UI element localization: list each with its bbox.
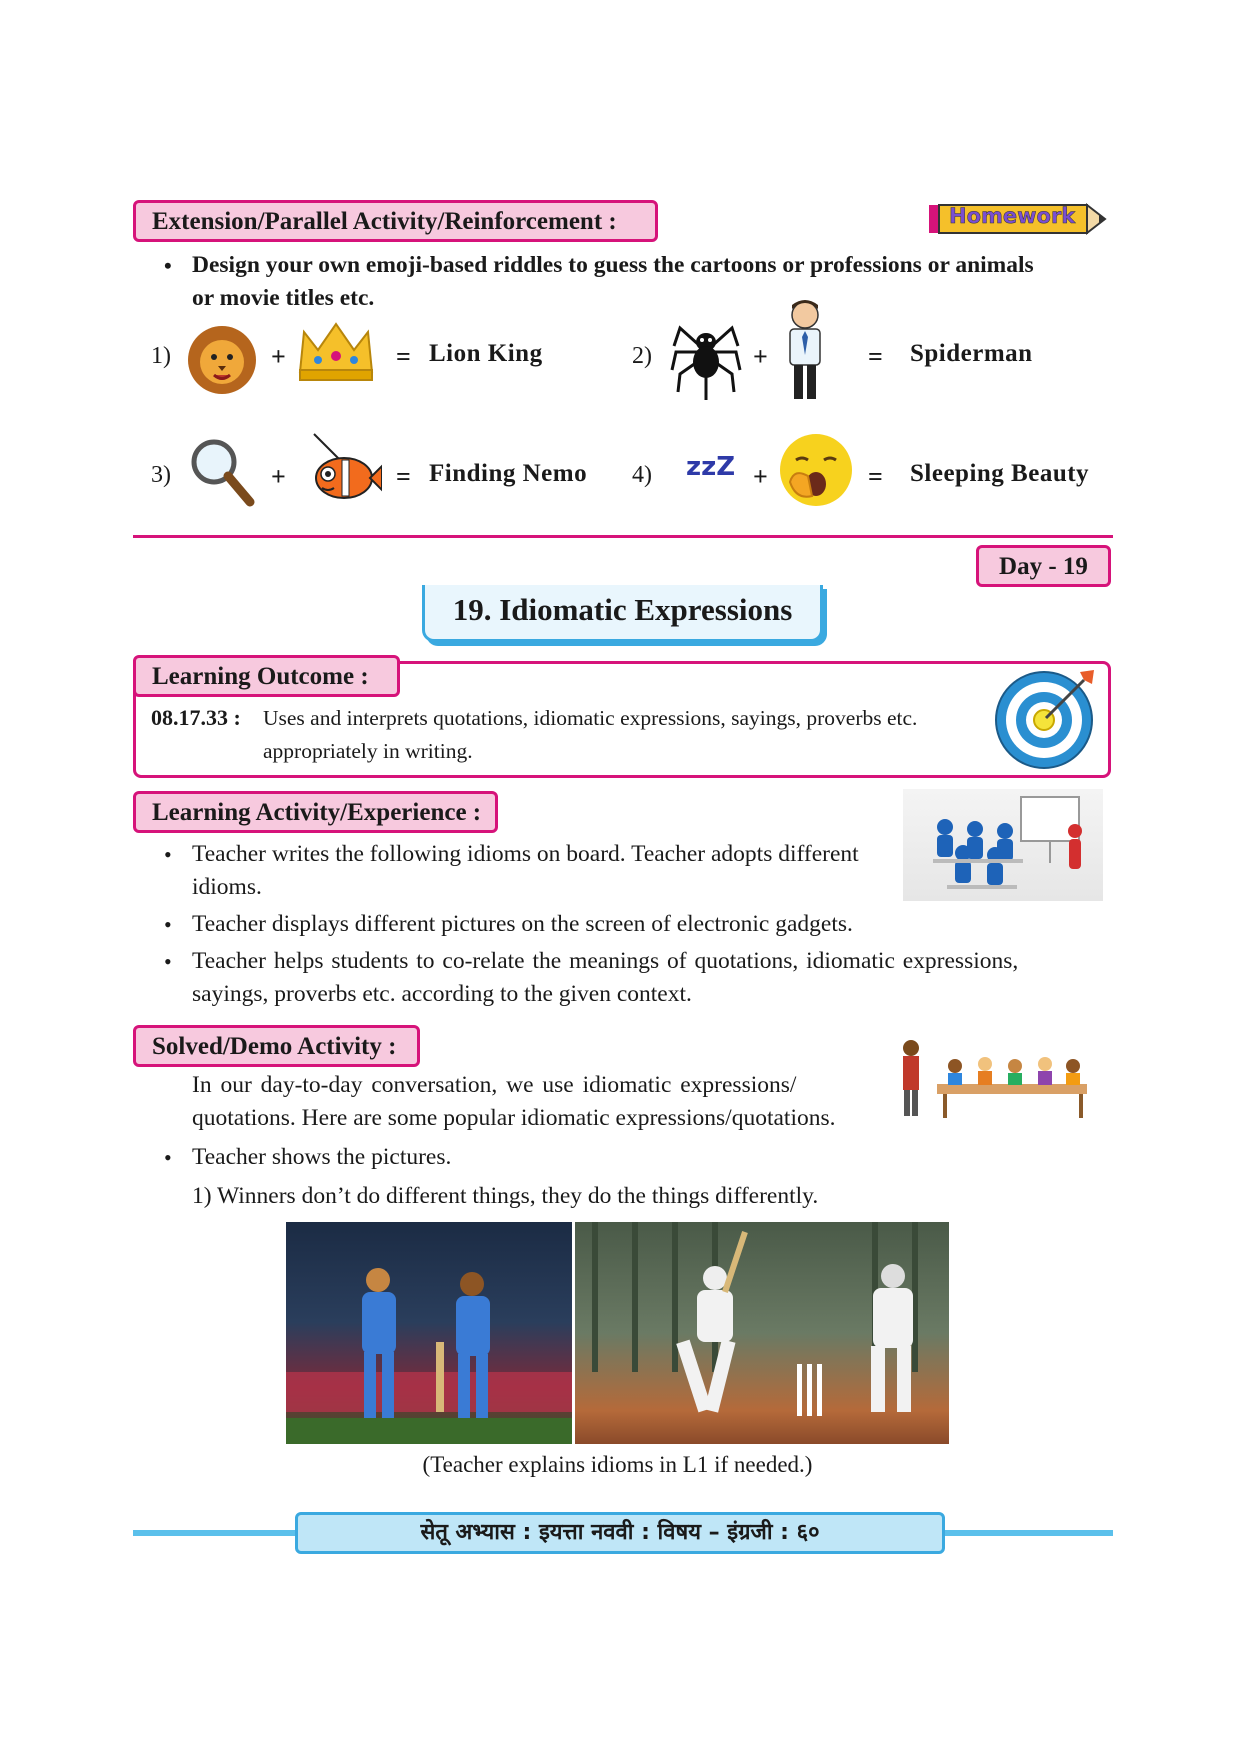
section-divider [133, 535, 1113, 538]
demo-paragraph-line1: In our day-to-day conversation, we use idiomatic expressions/ [192, 1072, 797, 1098]
riddle-2-answer: Spiderman [910, 340, 1033, 367]
outcome-text-line1: Uses and interprets quotations, idiomatic expressions, sayings, proverbs etc. [263, 706, 918, 730]
riddle-4-plus: + [753, 462, 768, 491]
riddle-4-equals: = [868, 462, 883, 491]
riddle-1-answer: Lion King [429, 340, 543, 367]
riddle-1-equals: = [396, 342, 411, 371]
classroom-cartoon-illustration [893, 1030, 1098, 1126]
demo-bullet: • Teacher shows the pictures. [164, 1144, 452, 1170]
day-badge [976, 545, 1111, 587]
lion-face-icon [186, 322, 258, 398]
magnifying-glass-icon [188, 436, 256, 508]
activity-bullet-1-cont: idioms. [192, 874, 262, 900]
outcome-text-line2: appropriately in writing. [263, 739, 473, 763]
classroom-3d-illustration [903, 789, 1103, 901]
riddle-1-plus: + [271, 342, 286, 371]
extension-heading [133, 200, 658, 242]
cricket-photo-left [286, 1222, 572, 1444]
riddle-3-answer: Finding Nemo [429, 460, 588, 487]
extension-heading-text: Extension/Parallel Activity/Reinforcement : [152, 208, 617, 235]
zzz-icon: zzZ [686, 452, 736, 482]
cricket-photo-right [575, 1222, 949, 1444]
riddle-1-number: 1) [151, 343, 171, 369]
demo-paragraph-line2: quotations. Here are some popular idiomatic expressions/quotations. [192, 1105, 836, 1131]
riddle-4-number: 4) [632, 462, 652, 488]
day-badge-text: Day - 19 [999, 553, 1088, 580]
chapter-title-box [422, 585, 823, 642]
clownfish-icon [306, 432, 382, 508]
learning-outcome-heading: Learning Outcome : [133, 655, 400, 697]
riddle-3-equals: = [396, 462, 411, 491]
extension-bullet-cont: or movie titles etc. [192, 285, 375, 311]
batsman-wicketkeeper-icon [575, 1222, 949, 1444]
target-icon [994, 666, 1098, 770]
activity-bullet-3: • Teacher helps students to co-relate the meanings of quotations, idiomatic expressions, [164, 948, 1019, 974]
riddle-2-number: 2) [632, 343, 652, 369]
spider-icon [670, 316, 742, 400]
bullet-dot: • [164, 253, 172, 278]
idiom-item-1: 1) Winners don’t do different things, they do the things differently. [192, 1183, 819, 1209]
riddle-3-plus: + [271, 462, 286, 491]
activity-bullet-1: • Teacher writes the following idioms on board. Teacher adopts different [164, 841, 859, 867]
chapter-title: 19. Idiomatic Expressions [452, 592, 793, 627]
demo-activity-heading: Solved/Demo Activity : [133, 1025, 420, 1067]
presentation-figures-icon [903, 789, 1103, 901]
teacher-students-icon [893, 1030, 1098, 1126]
crown-icon [296, 320, 376, 384]
outcome-code: 08.17.33 : [151, 705, 241, 730]
riddle-4-answer: Sleeping Beauty [910, 460, 1090, 487]
extension-bullet: • Design your own emoji-based riddles to guess the cartoons or professions or animals [192, 249, 1112, 282]
activity-bullet-3-cont: sayings, proverbs etc. according to the given context. [192, 981, 692, 1007]
riddle-3-number: 3) [151, 462, 171, 488]
homework-label: Homework [949, 204, 1076, 228]
activity-bullet-2: • Teacher displays different pictures on the screen of electronic gadgets. [164, 911, 853, 937]
footer-banner [295, 1512, 945, 1554]
learning-activity-heading: Learning Activity/Experience : [133, 791, 498, 833]
footer-text: सेतू अभ्यास : इयत्ता नववी : विषय – इंग्रजी : ६० [420, 1520, 820, 1545]
man-icon [780, 297, 830, 403]
homework-badge [927, 202, 1107, 236]
photo-caption: (Teacher explains idioms in L1 if needed.) [422, 1452, 813, 1477]
riddle-2-equals: = [868, 342, 883, 371]
yawning-face-icon [778, 432, 854, 508]
riddle-2-plus: + [753, 342, 768, 371]
cricket-players-icon [286, 1222, 572, 1444]
